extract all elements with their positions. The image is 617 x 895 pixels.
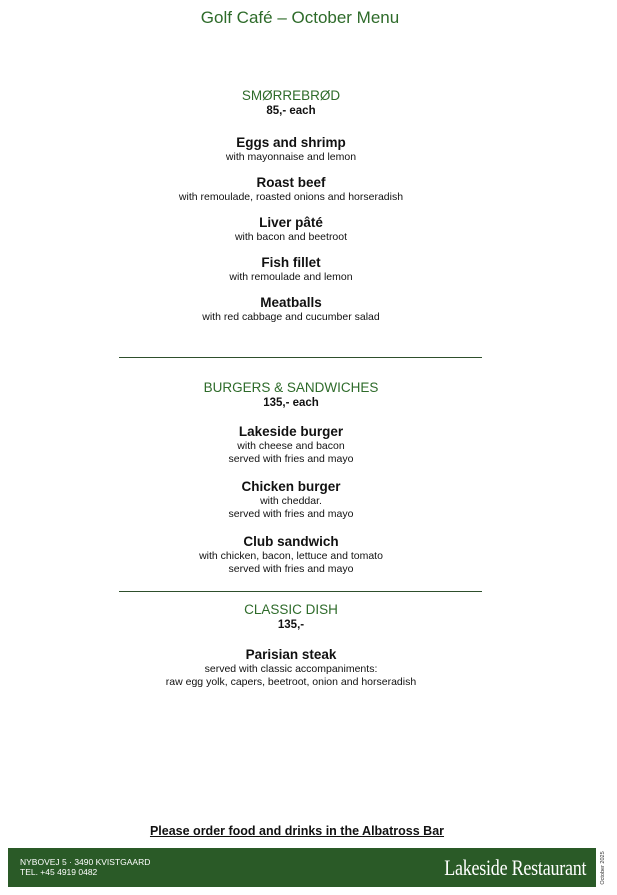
menu-item xyxy=(0,295,582,324)
menu-item xyxy=(0,647,582,689)
item-name: Eggs and shrimp xyxy=(236,135,346,150)
menu-item xyxy=(0,175,582,204)
item-description: raw egg yolk, capers, beetroot, onion and horseradish xyxy=(165,676,417,688)
item-description: with remoulade and lemon xyxy=(229,271,353,283)
item-name: Parisian steak xyxy=(245,647,337,662)
section-divider xyxy=(119,357,482,358)
address-line: NYBOVEJ 5 · 3490 KVISTGAARD xyxy=(20,857,151,867)
section-heading: BURGERS & SANDWICHES xyxy=(203,380,379,395)
item-description: with red cabbage and cucumber salad xyxy=(202,311,380,323)
side-date-text: October 2025 xyxy=(600,850,606,885)
item-description: with remoulade, roasted onions and horseradish xyxy=(178,191,404,203)
item-description: with chicken, bacon, lettuce and tomato xyxy=(199,550,383,562)
side-date-label xyxy=(598,848,608,887)
phone-line: TEL. +45 4919 0482 xyxy=(20,867,98,877)
item-name: Lakeside burger xyxy=(238,424,344,439)
item-name: Meatballs xyxy=(260,295,322,310)
brand-logo-text: Lakeside Restaurant xyxy=(443,855,586,880)
item-description: served with fries and mayo xyxy=(228,563,354,575)
item-name: Fish fillet xyxy=(261,255,321,270)
menu-item xyxy=(0,255,582,284)
item-name: Chicken burger xyxy=(241,479,341,494)
item-description: with bacon and beetroot xyxy=(234,231,348,243)
section-heading: SMØRREBRØD xyxy=(241,88,341,103)
footer-address xyxy=(20,857,150,877)
menu-item xyxy=(0,135,582,164)
item-description: with mayonnaise and lemon xyxy=(225,151,357,163)
footer-bar xyxy=(8,848,596,887)
section-smorrebrod xyxy=(0,88,582,324)
menu-item xyxy=(0,424,582,466)
menu-title: Golf Café – October Menu xyxy=(200,8,400,27)
menu-item xyxy=(0,215,582,244)
section-price: 135,- each xyxy=(263,397,319,409)
section-price: 135,- xyxy=(277,619,305,631)
menu-item xyxy=(0,534,582,576)
item-description: served with fries and mayo xyxy=(228,508,354,520)
item-name: Club sandwich xyxy=(243,534,339,549)
item-description: with cheese and bacon xyxy=(237,440,345,452)
section-price: 85,- each xyxy=(266,105,316,117)
order-note: Please order food and drinks in the Albatross Bar xyxy=(149,824,445,838)
section-divider xyxy=(119,591,482,592)
item-description: served with fries and mayo xyxy=(228,453,354,465)
item-description: with cheddar. xyxy=(260,495,322,507)
menu-item xyxy=(0,479,582,521)
item-description: served with classic accompaniments: xyxy=(204,663,378,675)
item-name: Roast beef xyxy=(256,175,326,190)
item-name: Liver pâté xyxy=(259,215,323,230)
section-burgers-sandwiches xyxy=(0,380,582,576)
section-classic-dish xyxy=(0,602,582,689)
section-heading: CLASSIC DISH xyxy=(244,602,338,617)
